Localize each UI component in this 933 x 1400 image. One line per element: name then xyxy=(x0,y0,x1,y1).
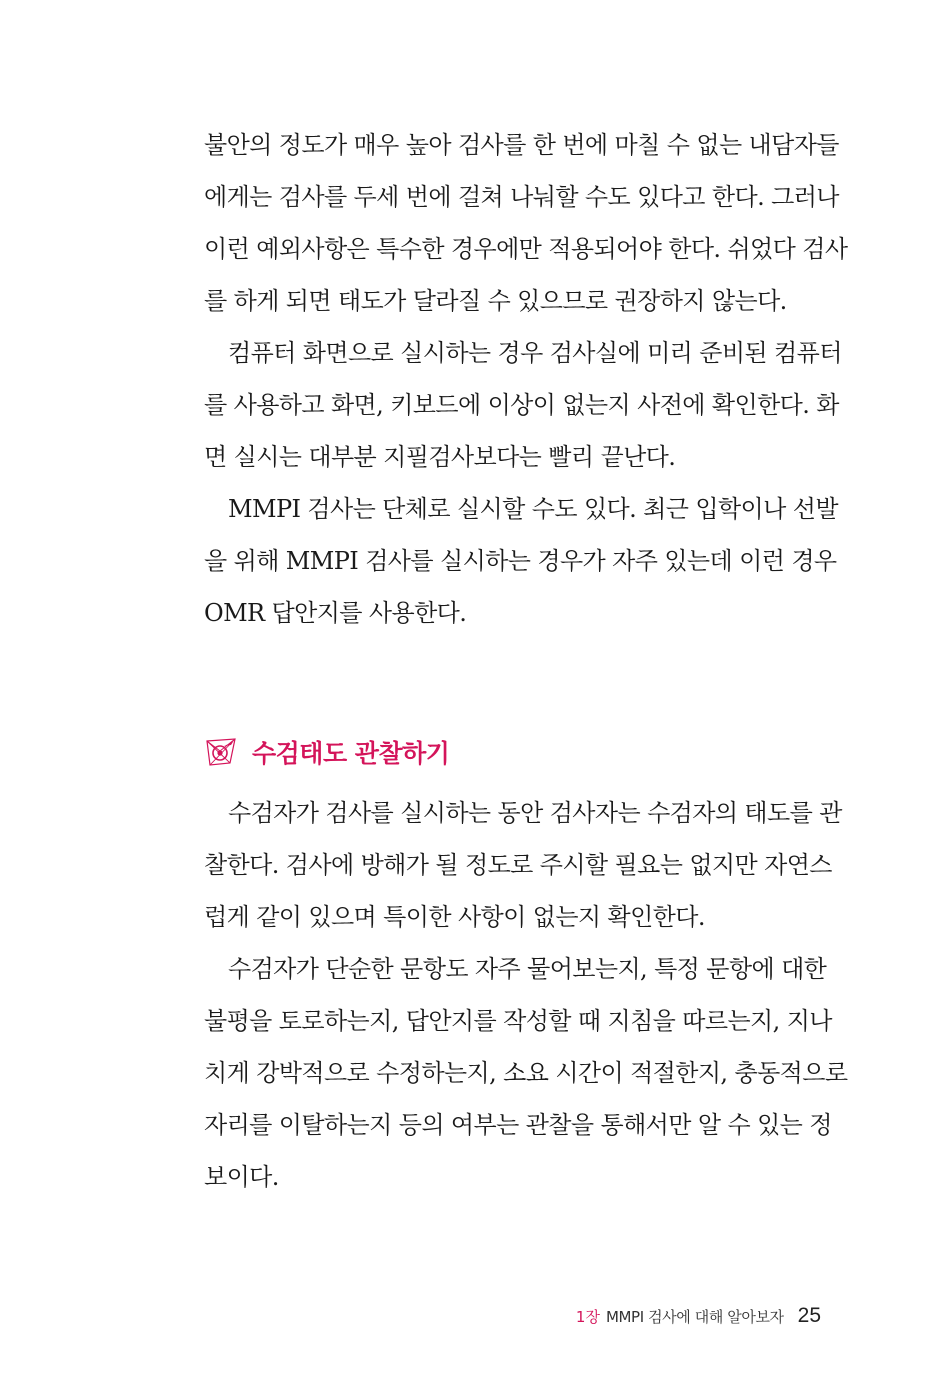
body-text-line: 면 실시는 대부분 지필검사보다는 빨리 끝난다. xyxy=(204,443,676,471)
body-text-line: 수검자가 단순한 문항도 자주 물어보는지, 특정 문항에 대한 xyxy=(228,955,827,983)
body-text-line: 치게 강박적으로 수정하는지, 소요 시간이 적절한지, 충동적으로 xyxy=(204,1059,848,1087)
section-title: 수검태도 관찰하기 xyxy=(252,739,450,768)
section-heading xyxy=(204,732,449,772)
body-text-line: MMPI 검사는 단체로 실시할 수도 있다. 최근 입학이나 선발 xyxy=(228,495,838,523)
body-text-line: 럽게 같이 있으며 특이한 사항이 없는지 확인한다. xyxy=(204,903,705,931)
body-text-line: 불평을 토로하는지, 답안지를 작성할 때 지침을 따르는지, 지나 xyxy=(204,1007,832,1035)
chapter-label: 1장 xyxy=(575,1308,600,1326)
body-text-line: 에게는 검사를 두세 번에 걸쳐 나눠할 수도 있다고 한다. 그러나 xyxy=(204,183,839,211)
body-text-line: 를 사용하고 화면, 키보드에 이상이 없는지 사전에 확인한다. 화 xyxy=(204,391,839,419)
page-footer xyxy=(576,1304,821,1332)
running-title: MMPI 검사에 대해 알아보자 xyxy=(605,1308,784,1326)
body-text-line: 수검자가 검사를 실시하는 동안 검사자는 수검자의 태도를 관 xyxy=(228,799,842,827)
body-text-line: OMR 답안지를 사용한다. xyxy=(204,599,467,627)
body-text-line: 컴퓨터 화면으로 실시하는 경우 검사실에 미리 준비된 컴퓨터 xyxy=(228,339,842,367)
pencil-target-icon xyxy=(204,736,238,768)
body-text-line: 불안의 정도가 매우 높아 검사를 한 번에 마칠 수 없는 내담자들 xyxy=(204,131,839,159)
body-text-line: 이런 예외사항은 특수한 경우에만 적용되어야 한다. 쉬었다 검사 xyxy=(204,235,848,263)
body-text-line: 찰한다. 검사에 방해가 될 정도로 주시할 필요는 없지만 자연스 xyxy=(204,851,832,879)
body-text-line: 자리를 이탈하는지 등의 여부는 관찰을 통해서만 알 수 있는 정 xyxy=(204,1111,832,1139)
page-number: 25 xyxy=(797,1304,821,1327)
body-text-line: 를 하게 되면 태도가 달라질 수 있으므로 권장하지 않는다. xyxy=(204,287,787,315)
body-text-line: 보이다. xyxy=(204,1163,279,1191)
body-text-line: 을 위해 MMPI 검사를 실시하는 경우가 자주 있는데 이런 경우 xyxy=(204,547,837,575)
